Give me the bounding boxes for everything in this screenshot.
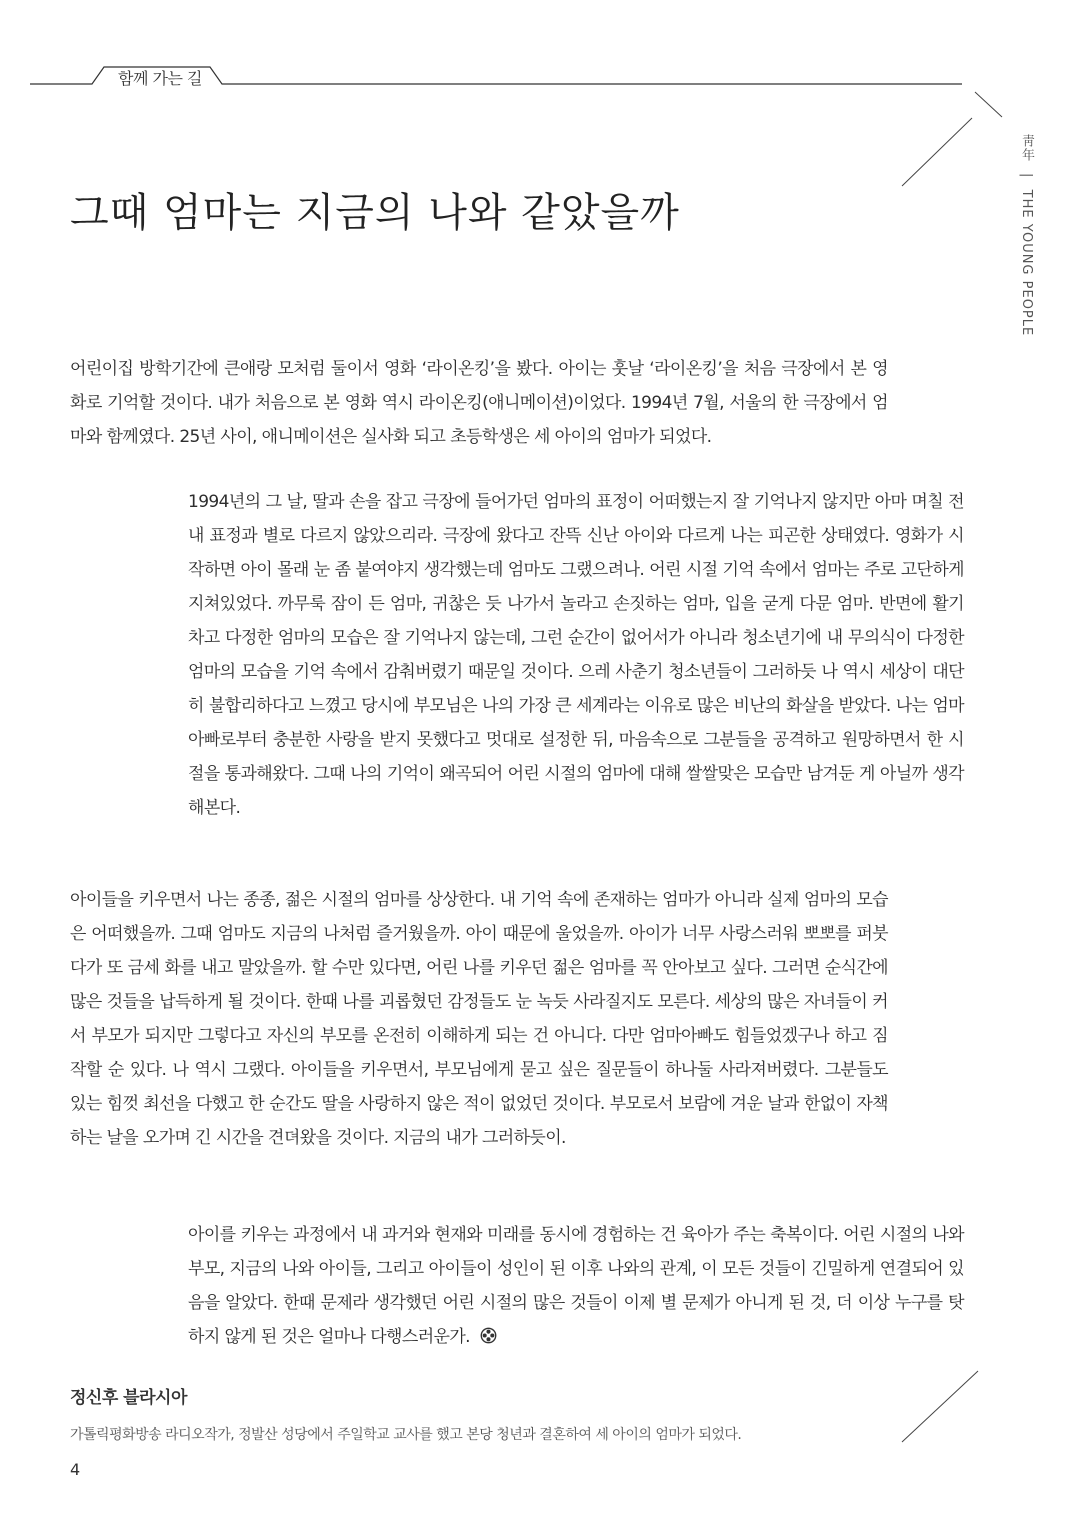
paragraph-1: 어린이집 방학기간에 큰애랑 모처럼 둘이서 영화 ‘라이온킹’을 봤다. 아이는 훗날 ‘라이온킹’을 처음 극장에서 본 영화로 기억할 것이다. 내가 처음으로 본 영화 역시 라이온킹(애니메이션)이었다. 1994년 7월, 서울의 한 극장에서 엄마와 함께였다. 25년 사이, 애니메이션은 실사화 되고 초등학생은 세 아이의 엄마가 되었다.: [70, 359, 888, 447]
side-separator: |: [1019, 173, 1034, 179]
diagonal-line-bottom: [902, 1371, 978, 1442]
section-label: 함께 가는 길: [118, 69, 202, 88]
author-bio: 가톨릭평화방송 라디오작가, 정발산 성당에서 주일학교 교사를 했고 본당 청년과 결혼하여 세 아이의 엄마가 되었다.: [70, 1427, 742, 1443]
article-title: 그때 엄마는 지금의 나와 같았을까: [70, 190, 680, 236]
diagonal-line-top: [902, 118, 972, 186]
side-hanja: 靑年: [1019, 134, 1034, 162]
corner-slash-top: [975, 92, 1002, 117]
paragraph-4-indented: [188, 1218, 964, 1354]
paragraph-4-text: 아이를 키우는 과정에서 내 과거와 현재와 미래를 동시에 경험하는 건 육아가 주는 축복이다. 어린 시절의 나와 부모, 지금의 나와 아이들, 그리고 아이들이 성인이 된 이후 나와의 관계, 이 모든 것들이 긴밀하게 연결되어 있음을 알았다. 한때 문제라 생각했던 어린 시절의 많은 것들이 이제 별 문제가 아니게 된 것, 더 이상 누구를 탓하지 않게 된 것은 얼마나 다행스러운가.: [188, 1225, 964, 1347]
side-english: THE YOUNG PEOPLE: [1019, 189, 1034, 337]
flower-ornament-icon: [480, 1327, 497, 1344]
side-series-label: [1012, 134, 1036, 364]
author-name: 정신후 블라시아: [70, 1388, 187, 1408]
paragraph-2-indented: 1994년의 그 날, 딸과 손을 잡고 극장에 들어가던 엄마의 표정이 어떠했는지 잘 기억나지 않지만 아마 며칠 전 내 표정과 별로 다르지 않았으리라. 극장에 왔다고 잔뜩 신난 아이와 다르게 나는 피곤한 상태였다. 영화가 시작하면 아이 몰래 눈 좀 붙여야지 생각했는데 엄마도 그랬으려나. 어린 시절 기억 속에서 엄마는 주로 고단하게 지쳐있었다. 까무룩 잠이 든 엄마, 귀찮은 듯 나가서 놀라고 손짓하는 엄마, 입을 굳게 다문 엄마. 반면에 활기차고 다정한 엄마의 모습은 잘 기억나지 않는데, 그런 순간이 없어서가 아니라 청소년기에 내 무의식이 다정한 엄마의 모습을 기억 속에서 감춰버렸기 때문일 것이다. 으레 사춘기 청소년들이 그러하듯 나 역시 세상이 대단히 불합리하다고 느꼈고 당시에 부모님은 나의 가장 큰 세계라는 이유로 많은 비난의 화살을 받았다. 나는 엄마아빠로부터 충분한 사랑을 받지 못했다고 멋대로 설정한 뒤, 마음속으로 그분들을 공격하고 원망하면서 한 시절을 통과해왔다. 그때 나의 기억이 왜곡되어 어린 시절의 엄마에 대해 쌀쌀맞은 모습만 남겨둔 게 아닐까 생각해본다.: [188, 492, 964, 818]
page-number: 4: [70, 1460, 81, 1479]
paragraph-3: 아이들을 키우면서 나는 종종, 젊은 시절의 엄마를 상상한다. 내 기억 속에 존재하는 엄마가 아니라 실제 엄마의 모습은 어떠했을까. 그때 엄마도 지금의 나처럼 즐거웠을까. 아이 때문에 울었을까. 아이가 너무 사랑스러워 뽀뽀를 퍼붓다가 또 금세 화를 내고 말았을까. 할 수만 있다면, 어린 나를 키우던 젊은 엄마를 꼭 안아보고 싶다. 그러면 순식간에 많은 것들을 납득하게 될 것이다. 한때 나를 괴롭혔던 감정들도 눈 녹듯 사라질지도 모른다. 세상의 많은 자녀들이 커서 부모가 되지만 그렇다고 자신의 부모를 온전히 이해하게 되는 건 아니다. 다만 엄마아빠도 힘들었겠구나 하고 짐작할 순 있다. 나 역시 그랬다. 아이들을 키우면서, 부모님에게 묻고 싶은 질문들이 하나둘 사라져버렸다. 그분들도 있는 힘껏 최선을 다했고 한 순간도 딸을 사랑하지 않은 적이 없었던 것이다. 부모로서 보람에 겨운 날과 한없이 자책하는 날을 오가며 긴 시간을 견뎌왔을 것이다. 지금의 내가 그러하듯이.: [70, 890, 888, 1148]
